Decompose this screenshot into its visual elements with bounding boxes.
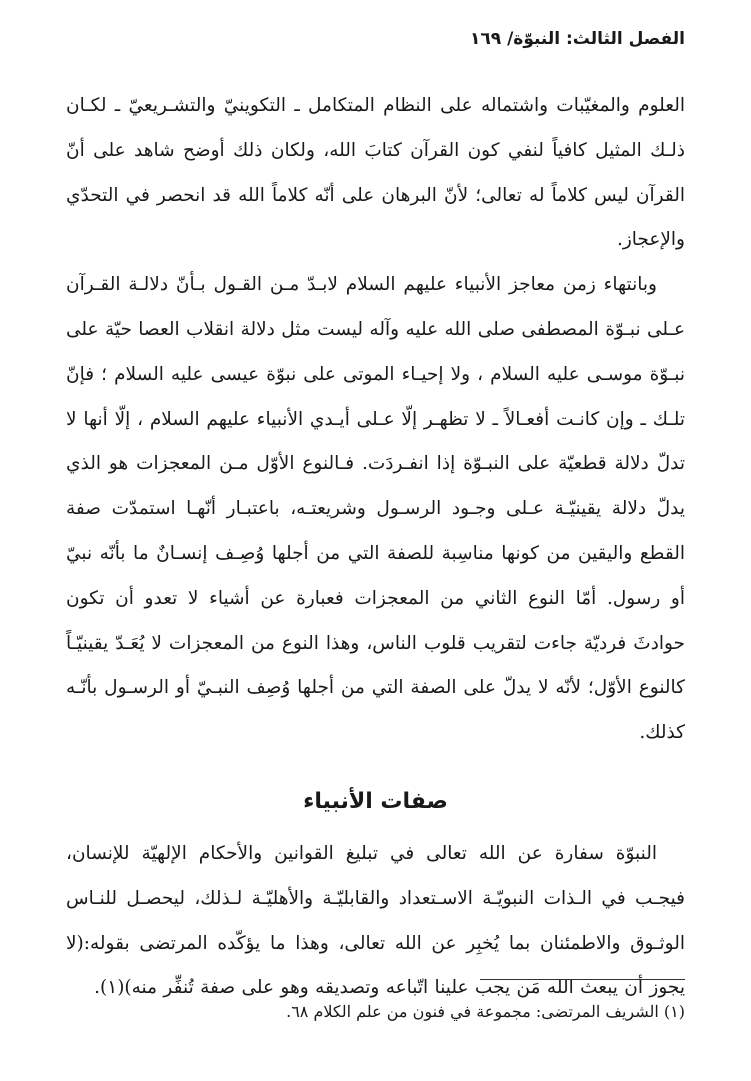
section-paragraph: النبوّة سفارة عن الله تعالى في تبليغ القوانين والأحكام الإلهيّة للإنسان، فيجـب في الـذات النبويّـة الاسـتعداد والقابليّـة والأهليّـة لـذلك، ليحصـل للنـاس الوثـوق والاطمئنان بما يُخبِر عن الله تعالى، وهذا ما يؤكّده المرتضى بقوله:(لا يجوز أن يبعث الله مَن يجب علينا اتّباعه وتصديقه وهو على صفة تُنفِّر منه)(١). bbox=[66, 842, 685, 999]
footnote-divider bbox=[480, 979, 685, 980]
body-paragraph-1: العلوم والمغيّبات واشتماله على النظام المتكامل ـ التكوينيّ والتشـريعيّ ـ لكـان ذلـك المثيل كافياً لنفي كون القرآن كتابَ الله، ولكان ذلك أوضح شاهد على أنّ القرآن ليس كلاماً له تعالى؛ لأنّ البرهان على أنّه كلاماً الله قد انحصر في التحدّي والإعجاز. bbox=[66, 95, 685, 251]
body-paragraph-2: وبانتهاء زمن معاجز الأنبياء عليهم السلام لابـدّ مـن القـول بـأنّ دلالـة القـرآن عـلى نبـوّة المصطفى صلى الله عليه وآله ليست مثل دلالة انقلاب العصا حيّة على نبـوّة موسـى عليه السلام ، ولا إحيـاء الموتى على نبوّة عيسى عليه السلام ؛ فإنّ تلـك ـ وإن كانـت أفعـالاً ـ لا تظهـر إلّا عـلى أيـدي الأنبياء عليهم السلام ، إلّا أنها لا تدلّ دلالة قطعيّة على النبـوّة إذا انفـردَت. فـالنوع الأوّل مـن المعجزات هو الذي يدلّ دلالة يقينيّـة عـلى وجـود الرسـول وشريعتـه، باعتبـار أنّهـا استمدّت صفة القطع واليقين من كونها مناسِبة للصفة التي من أجلها وُصِـف إنسـانٌ ما بأنّه نبيّ أو رسول. أمّا النوع الثاني من المعجزات فعبارة عن أشياء لا تعدو أن تكون حوادثَ فرديّة جاءت لتقريب قلوب الناس، وهذا النوع من المعجزات لا يُعَـدّ يقينيّـاً كالنوع الأوّل؛ لأنّه لا يدلّ على الصفة التي من أجلها وُصِف النبـيّ أو الرسـول بأنّـه كذلك. bbox=[66, 274, 685, 744]
section-title: صفات الأنبياء bbox=[303, 788, 448, 814]
running-header: الفصل الثالث: النبوّة/ ١٦٩ bbox=[470, 29, 685, 49]
book-page bbox=[66, 24, 685, 1081]
footnote-1: (١) الشريف المرتضى: مجموعة في فنون من علم الكلام ٦٨. bbox=[286, 1002, 685, 1021]
